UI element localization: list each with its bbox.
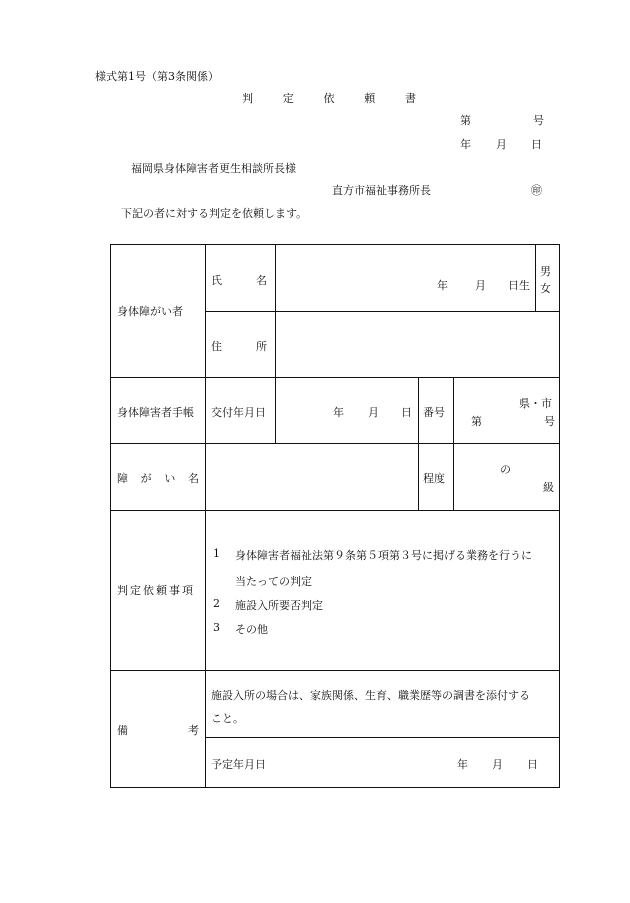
pref-city: 県・市 xyxy=(519,397,552,410)
handbook-label: 身体障害者手帳 xyxy=(117,406,194,419)
scheduled-month: 月 xyxy=(492,758,503,771)
handbook-number-label: 番号 xyxy=(423,406,445,419)
scheduled-date-label: 予定年月日 xyxy=(211,758,266,771)
birth-year: 年 xyxy=(437,279,448,292)
date-month: 月 xyxy=(496,138,507,151)
issue-month: 月 xyxy=(368,406,379,419)
title-char: 定 xyxy=(282,92,294,105)
rule xyxy=(111,443,559,444)
person-label: 身体障がい者 xyxy=(117,305,183,318)
scheduled-year: 年 xyxy=(457,758,468,771)
sex-female: 女 xyxy=(540,282,551,295)
issue-date-label: 交付年月日 xyxy=(211,406,266,419)
title-char: 依 xyxy=(323,92,335,105)
rule xyxy=(275,245,276,443)
request-item-text: その他 xyxy=(235,623,268,636)
doc-number-prefix: 第 xyxy=(460,114,471,127)
rule xyxy=(418,377,419,510)
rule xyxy=(453,377,454,510)
date-day: 日 xyxy=(531,138,542,151)
title-char: 判 xyxy=(242,92,253,105)
disability-label: 障 が い 名 xyxy=(117,472,199,485)
date-year: 年 xyxy=(460,138,471,151)
degree-no: の xyxy=(500,463,511,476)
doc-number-suffix: 号 xyxy=(533,114,544,127)
request-item-text: 身体障害者福祉法第９条第５項第３号に掲げる業務を行うに xyxy=(235,549,532,562)
request-label: 判定依頼事項 xyxy=(117,584,195,597)
birth-month: 月 xyxy=(475,279,486,292)
handbook-no-prefix: 第 xyxy=(471,415,482,428)
request-text: 下記の者に対する判定を依頼します。 xyxy=(121,207,308,220)
issue-day: 日 xyxy=(401,406,412,419)
name-label: 氏 名 xyxy=(211,274,267,287)
title-char: 頼 xyxy=(364,92,376,105)
rule xyxy=(111,377,559,378)
scheduled-day: 日 xyxy=(527,758,538,771)
request-item-text: 施設入所要否判定 xyxy=(235,599,323,612)
addressee: 福岡県身体障害者更生相談所長様 xyxy=(131,162,296,175)
issue-year: 年 xyxy=(333,406,344,419)
rule xyxy=(205,245,206,787)
rule xyxy=(205,737,559,738)
degree-grade: 級 xyxy=(543,481,554,494)
form-number: 様式第1号（第3条関係） xyxy=(95,70,219,83)
seal-mark: ㊞ xyxy=(531,184,542,197)
sex-male: 男 xyxy=(540,265,551,278)
judgment-request-table xyxy=(110,244,560,788)
document-title xyxy=(242,90,416,106)
rule xyxy=(535,245,536,311)
remarks-note: 施設入所の場合は、家族関係、生育、職業歴等の調書を添付する xyxy=(211,689,530,702)
handbook-no-suffix: 号 xyxy=(544,415,555,428)
rule xyxy=(111,670,559,671)
remarks-label: 備 考 xyxy=(117,724,199,737)
request-item-num: 3 xyxy=(213,621,220,634)
remarks-note-cont: こと。 xyxy=(211,712,244,725)
request-item-num: 1 xyxy=(213,547,220,560)
degree-label: 程度 xyxy=(423,472,445,485)
rule xyxy=(205,311,559,312)
rule xyxy=(111,510,559,511)
title-char: 書 xyxy=(405,92,416,105)
sender: 直方市福祉事務所長 xyxy=(332,184,431,197)
birth-day: 日生 xyxy=(508,279,530,292)
request-item-text-cont: 当たっての判定 xyxy=(235,575,312,588)
request-item-num: 2 xyxy=(213,597,220,610)
address-label: 住 所 xyxy=(211,340,267,353)
